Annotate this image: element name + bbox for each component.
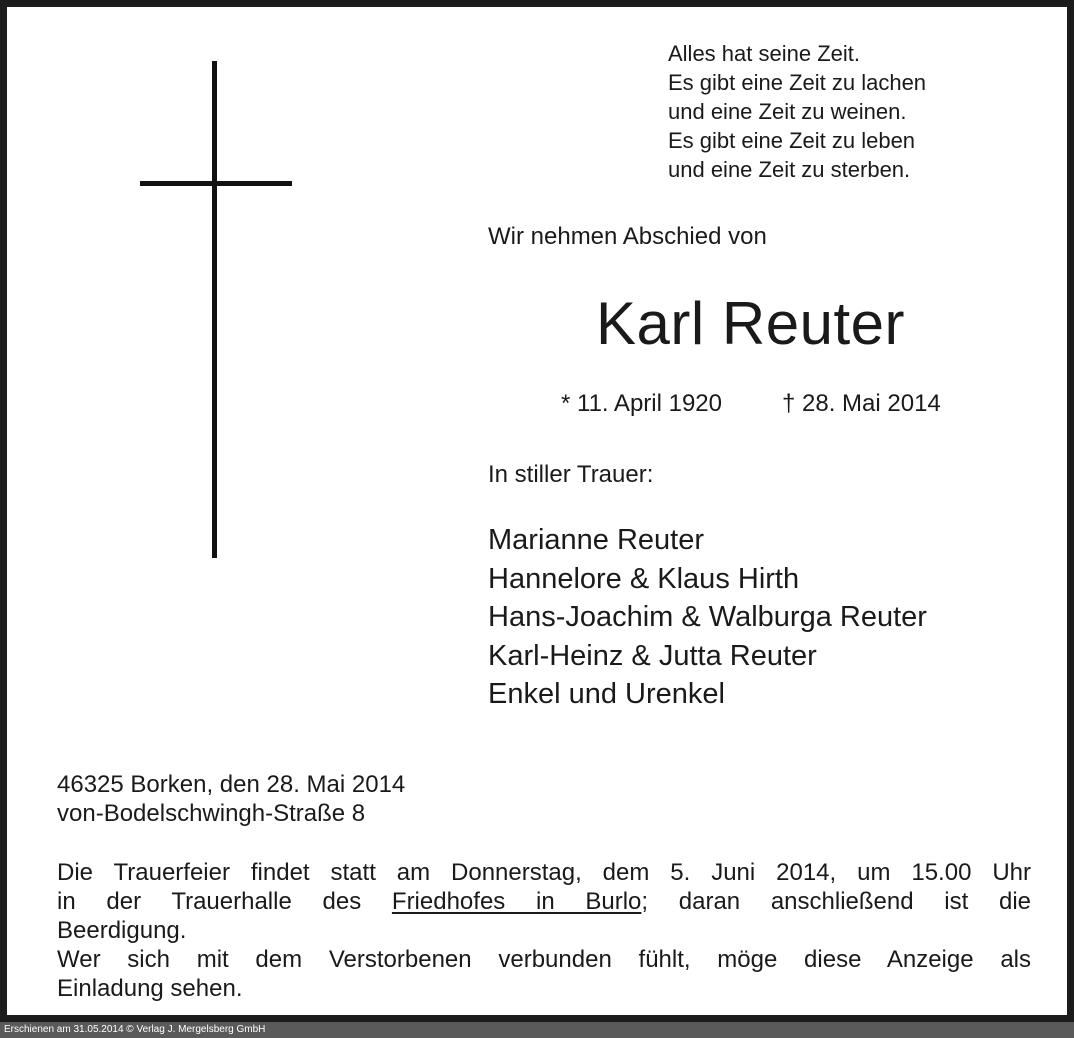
publication-footer: Erschienen am 31.05.2014 © Verlag J. Mergelsberg GmbH <box>0 1022 1074 1038</box>
mourner-name: Hans-Joachim & Walburga Reuter <box>488 601 927 633</box>
service-text: in der Trauerhalle des <box>57 888 392 915</box>
mourner-name: Enkel und Urenkel <box>488 678 725 710</box>
deceased-name: Karl Reuter <box>596 290 905 357</box>
poem-line: Es gibt eine Zeit zu leben <box>668 128 916 153</box>
poem-line: Es gibt eine Zeit zu lachen <box>668 70 927 95</box>
mourner-name: Karl-Heinz & Jutta Reuter <box>488 639 817 672</box>
mourner-name: Marianne Reuter <box>488 524 704 556</box>
cemetery-link[interactable]: Friedhofes in Burlo <box>391 888 642 915</box>
address-block <box>57 770 405 828</box>
farewell-intro: Wir nehmen Abschied von <box>488 223 767 250</box>
service-line <box>57 887 1031 916</box>
service-line: Die Trauerfeier findet statt am Donnerstag, dem 5. Juni 2014, um 15.00 Uhr <box>57 859 1031 886</box>
poem-line: und eine Zeit zu sterben. <box>668 157 911 182</box>
service-line: Beerdigung. <box>57 917 187 944</box>
service-notice <box>57 858 1031 1003</box>
place-date: 46325 Borken, den 28. Mai 2014 <box>57 771 406 798</box>
mourner-name: Hannelore & Klaus Hirth <box>488 562 800 595</box>
birth-date: * 11. April 1920 <box>561 390 723 417</box>
death-date: † 28. Mai 2014 <box>782 390 941 417</box>
service-line: Einladung sehen. <box>57 975 243 1002</box>
mourners-label: In stiller Trauer: <box>488 461 654 488</box>
mourners-list <box>488 521 927 714</box>
poem-line: und eine Zeit zu weinen. <box>668 99 907 124</box>
service-line: Wer sich mit dem Verstorbenen verbunden fühlt, möge diese Anzeige als <box>57 946 1031 973</box>
poem-line: Alles hat seine Zeit. <box>668 41 860 66</box>
cross-icon-vertical <box>212 61 217 558</box>
service-text: ; daran anschließend ist die <box>641 888 1031 915</box>
cross-icon-horizontal <box>140 181 292 186</box>
poem <box>668 39 926 184</box>
street-address: von-Bodelschwingh-Straße 8 <box>57 800 366 827</box>
